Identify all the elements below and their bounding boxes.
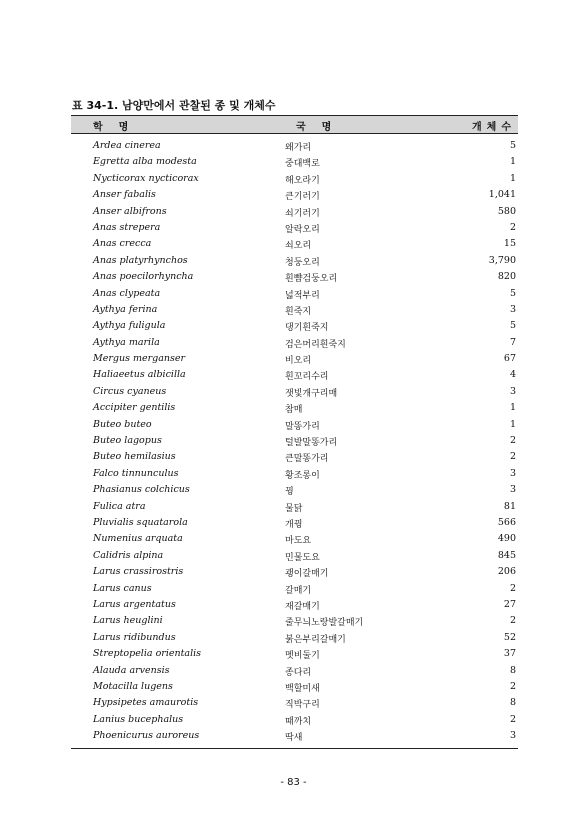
table-row <box>71 679 518 695</box>
count-cell: 5 <box>509 320 516 332</box>
scientific-name-cell: Larus ridibundus <box>93 631 176 643</box>
header-korean-name: 국명 <box>296 122 348 133</box>
scientific-name-cell: Ardea cinerea <box>93 140 161 151</box>
korean-name-cell: 물닭 <box>285 503 303 514</box>
korean-name-cell: 흰죽지 <box>285 306 312 317</box>
scientific-name-cell: Larus heuglini <box>93 615 163 627</box>
scientific-name-cell: Larus argentatus <box>93 598 176 610</box>
table-row <box>71 728 518 744</box>
scientific-name-cell: Anas poecilorhyncha <box>93 271 194 283</box>
korean-name-cell: 쇠기러기 <box>285 208 320 219</box>
count-cell: 3 <box>509 484 516 496</box>
scientific-name-cell: Anser fabalis <box>93 189 156 201</box>
count-cell: 2 <box>509 435 516 447</box>
count-cell: 37 <box>503 648 516 660</box>
count-cell: 490 <box>497 533 516 545</box>
table-row <box>71 204 518 220</box>
table-row <box>71 712 518 728</box>
scientific-name-cell: Buteo lagopus <box>93 435 162 447</box>
table-row <box>71 384 518 400</box>
table-row <box>71 236 518 252</box>
scientific-name-cell: Anas crecca <box>93 238 152 250</box>
table-row <box>71 449 518 465</box>
count-cell: 580 <box>497 205 516 217</box>
count-cell: 3 <box>509 467 516 479</box>
count-cell: 27 <box>503 598 516 610</box>
scientific-name-cell: Accipiter gentilis <box>93 402 176 414</box>
korean-name-cell: 마도요 <box>285 536 312 547</box>
scientific-name-cell: Aythya marila <box>93 336 160 348</box>
korean-name-cell: 개꿩 <box>285 519 303 530</box>
korean-name-cell: 쇠오리 <box>285 241 312 252</box>
count-cell: 67 <box>503 353 516 365</box>
table-row <box>71 269 518 285</box>
table-row <box>71 663 518 679</box>
count-cell: 3 <box>509 385 516 397</box>
count-cell: 1 <box>509 418 516 430</box>
table-row <box>71 646 518 662</box>
header-count: 개체수 <box>472 122 516 133</box>
scientific-name-cell: Egretta alba modesta <box>93 156 197 168</box>
korean-name-cell: 잿빛개구리매 <box>285 388 338 399</box>
count-cell: 8 <box>509 697 516 709</box>
table-body <box>71 134 518 744</box>
scientific-name-cell: Anser albifrons <box>93 205 167 217</box>
scientific-name-cell: Numenius arquata <box>93 533 183 545</box>
scientific-name-cell: Aythya ferina <box>93 303 158 315</box>
scientific-name-cell: Hypsipetes amaurotis <box>93 697 199 709</box>
table-row <box>71 286 518 302</box>
table-row <box>71 597 518 613</box>
count-cell: 2 <box>509 713 516 725</box>
table-row <box>71 335 518 351</box>
scientific-name-cell: Haliaeetus albicilla <box>93 369 186 381</box>
korean-name-cell: 줄무늬노랑발갈매기 <box>285 618 364 629</box>
scientific-name-cell: Mergus merganser <box>93 353 186 365</box>
korean-name-cell: 갈매기 <box>285 585 312 596</box>
korean-name-cell: 민물도요 <box>285 552 320 563</box>
korean-name-cell: 넓적부리 <box>285 290 320 301</box>
scientific-name-cell: Anas clypeata <box>93 287 161 299</box>
count-cell: 81 <box>503 500 516 512</box>
korean-name-cell: 직박구리 <box>285 700 320 711</box>
scientific-name-cell: Anas platyrhynchos <box>93 254 188 266</box>
table-row <box>71 400 518 416</box>
table-bottom-rule <box>71 748 518 749</box>
count-cell: 5 <box>509 140 516 151</box>
count-cell: 4 <box>509 369 516 381</box>
count-cell: 845 <box>497 549 516 561</box>
korean-name-cell: 말똥가리 <box>285 421 320 432</box>
table-row <box>71 499 518 515</box>
count-cell: 8 <box>509 664 516 676</box>
table-row <box>71 367 518 383</box>
table-row <box>71 417 518 433</box>
korean-name-cell: 중대백로 <box>285 159 320 170</box>
count-cell: 2 <box>509 680 516 692</box>
korean-name-cell: 참매 <box>285 405 303 416</box>
count-cell: 1 <box>509 402 516 414</box>
count-cell: 820 <box>497 271 516 283</box>
korean-name-cell: 왜가리 <box>285 143 312 153</box>
count-cell: 3,790 <box>488 254 516 266</box>
count-cell: 3 <box>509 303 516 315</box>
korean-name-cell: 흰뺨검둥오리 <box>285 274 338 285</box>
scientific-name-cell: Falco tinnunculus <box>93 467 179 479</box>
korean-name-cell: 털발말똥가리 <box>285 438 338 449</box>
count-cell: 3 <box>509 730 516 742</box>
scientific-name-cell: Streptopelia orientalis <box>93 648 202 660</box>
scientific-name-cell: Buteo hemilasius <box>93 451 176 463</box>
scientific-name-cell: Calidris alpina <box>93 549 164 561</box>
table-row <box>71 548 518 564</box>
count-cell: 206 <box>497 566 516 578</box>
korean-name-cell: 비오리 <box>285 356 312 367</box>
scientific-name-cell: Phasianus colchicus <box>93 484 190 496</box>
scientific-name-cell: Buteo buteo <box>93 418 152 430</box>
header-scientific-name: 학명 <box>93 122 145 133</box>
count-cell: 5 <box>509 287 516 299</box>
table-row <box>71 581 518 597</box>
scientific-name-cell: Phoenicurus auroreus <box>93 730 200 742</box>
table-row <box>71 613 518 629</box>
korean-name-cell: 재갈매기 <box>285 601 320 612</box>
korean-name-cell: 댕기흰죽지 <box>285 323 329 334</box>
scientific-name-cell: Nycticorax nycticorax <box>93 172 199 184</box>
table-row <box>71 630 518 646</box>
table-row <box>71 220 518 236</box>
table-row <box>71 351 518 367</box>
scientific-name-cell: Motacilla lugens <box>93 680 173 692</box>
table-row <box>71 531 518 547</box>
species-table <box>71 115 518 749</box>
scientific-name-cell: Larus crassirostris <box>93 566 184 578</box>
scientific-name-cell: Larus canus <box>93 582 152 594</box>
table-row <box>71 433 518 449</box>
korean-name-cell: 백할미새 <box>285 683 320 694</box>
count-cell: 566 <box>497 516 516 528</box>
korean-name-cell: 꿩 <box>285 487 294 498</box>
korean-name-cell: 검은머리흰죽지 <box>285 339 346 350</box>
count-cell: 2 <box>509 221 516 233</box>
korean-name-cell: 괭이갈매기 <box>285 569 329 580</box>
scientific-name-cell: Aythya fuligula <box>93 320 166 332</box>
korean-name-cell: 때까치 <box>285 716 312 727</box>
scientific-name-cell: Pluvialis squatarola <box>93 516 188 528</box>
table-row <box>71 515 518 531</box>
page-number: - 83 - <box>280 777 307 788</box>
scientific-name-cell: Fulica atra <box>93 500 146 512</box>
table-header <box>71 115 518 134</box>
count-cell: 15 <box>503 238 516 250</box>
korean-name-cell: 황조롱이 <box>285 470 320 481</box>
korean-name-cell: 해오라기 <box>285 175 320 186</box>
count-cell: 7 <box>509 336 516 348</box>
table-row <box>71 318 518 334</box>
korean-name-cell: 큰말똥가리 <box>285 454 329 465</box>
table-row <box>71 154 518 170</box>
scientific-name-cell: Alauda arvensis <box>93 664 170 676</box>
table-row <box>71 138 518 154</box>
count-cell: 2 <box>509 615 516 627</box>
scientific-name-cell: Circus cyaneus <box>93 385 167 397</box>
korean-name-cell: 알락오리 <box>285 224 320 235</box>
table-row <box>71 187 518 203</box>
table-row <box>71 564 518 580</box>
korean-name-cell: 흰꼬리수리 <box>285 372 329 383</box>
scientific-name-cell: Anas strepera <box>93 221 161 233</box>
table-row <box>71 466 518 482</box>
korean-name-cell: 종다리 <box>285 667 312 678</box>
table-row <box>71 695 518 711</box>
table-row <box>71 253 518 269</box>
table-row <box>71 171 518 187</box>
korean-name-cell: 멧비둘기 <box>285 651 320 662</box>
count-cell: 1 <box>509 172 516 184</box>
korean-name-cell: 청둥오리 <box>285 257 320 268</box>
table-caption: 표 34-1. 남양만에서 관찰된 종 및 개체수 <box>72 99 276 112</box>
table-row <box>71 482 518 498</box>
count-cell: 1,041 <box>488 189 516 201</box>
korean-name-cell: 붉은부리갈매기 <box>285 634 346 645</box>
count-cell: 2 <box>509 451 516 463</box>
table-row <box>71 302 518 318</box>
count-cell: 2 <box>509 582 516 594</box>
count-cell: 52 <box>503 631 516 643</box>
korean-name-cell: 큰기러기 <box>285 192 320 203</box>
scientific-name-cell: Lanius bucephalus <box>93 713 184 725</box>
korean-name-cell: 딱새 <box>285 733 303 744</box>
count-cell: 1 <box>509 156 516 168</box>
